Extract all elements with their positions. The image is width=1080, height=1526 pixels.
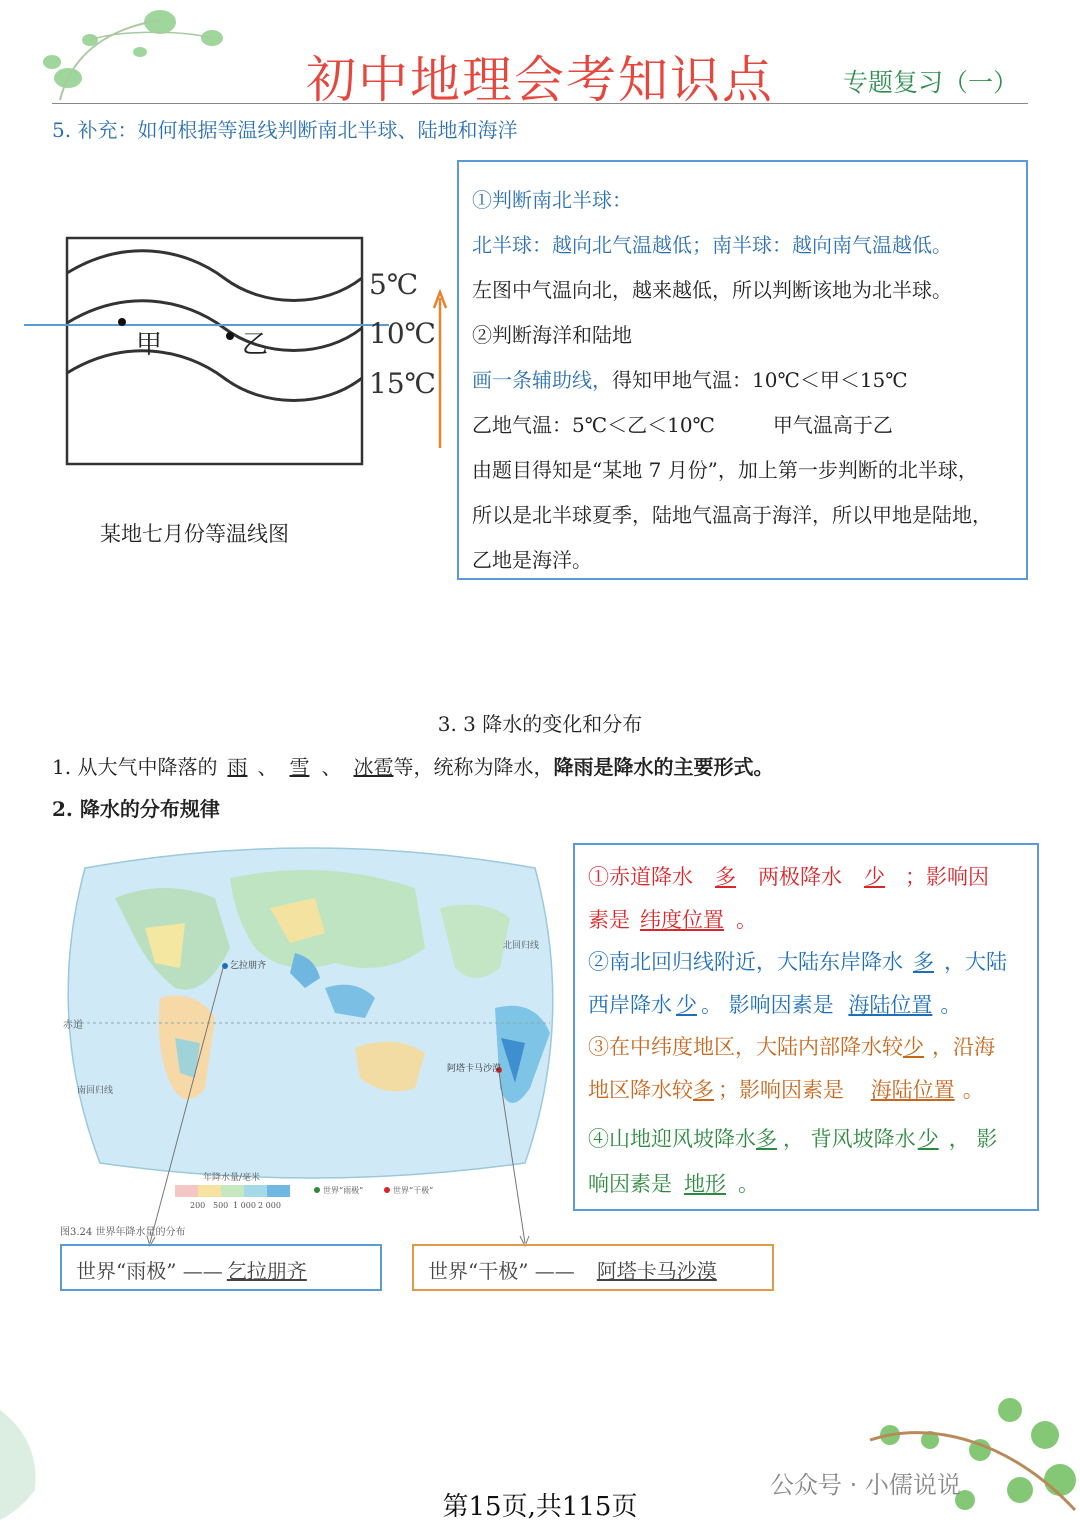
legend-tick-2000: 2 000 (258, 1201, 281, 1210)
section-5-heading: 5. 补充：如何根据等温线判断南北半球、陆地和海洋 (52, 118, 518, 142)
paragraph-1: 1. 从大气中降落的 雨 、 雪 、 冰雹等，统称为降水，降雨是降水的主要形式。 (52, 755, 774, 779)
dry-pole-map-label: 阿塔卡马沙漠 (447, 1064, 502, 1074)
wet-pole-map-label: 乞拉朋齐 (230, 961, 267, 971)
page-title: 初中地理会考知识点 (306, 51, 774, 109)
world-precipitation-map (55, 838, 565, 1258)
legend-wet: 世界“雨极” (323, 1186, 364, 1195)
rule-2-line-a: ②南北回归线附近，大陆东岸降水 多 ，大陆 (588, 950, 1007, 974)
label-10c: 10℃ (369, 317, 436, 350)
cancer-label: 北回归线 (503, 941, 540, 951)
rule-1-line-b: 素是 纬度位置 。 (588, 908, 757, 932)
legend-tick-1000: 1 000 (233, 1201, 256, 1210)
rule-1-line-a: ①赤道降水 多 两极降水 少 ；影响因 (588, 865, 989, 889)
capricorn-label: 南回归线 (77, 1086, 114, 1096)
label-5c: 5℃ (369, 268, 419, 301)
label-yi: 乙 (242, 330, 269, 360)
label-jia: 甲 (136, 330, 163, 360)
isotherm-caption: 某地七月份等温线图 (100, 522, 289, 546)
watermark: 公众号 · 小儒说说 (770, 1471, 961, 1499)
header-divider (52, 103, 1028, 104)
legend-tick-500: 500 (213, 1201, 229, 1210)
rule-4-line-b: 响因素是 地形 。 (588, 1172, 759, 1196)
rule-3-line-a: ③在中纬度地区，大陆内部降水较少 ，沿海 (588, 1035, 995, 1059)
box-line-4: ②判断海洋和陆地 (472, 323, 632, 347)
label-15c: 15℃ (369, 367, 436, 400)
legend-title: 年降水量/毫米 (203, 1173, 261, 1183)
dry-pole-box: 世界“干极” —— 阿塔卡马沙漠 (412, 1244, 774, 1291)
box-line-2: 北半球：越向北气温越低；南半球：越向南气温越低。 (472, 233, 952, 257)
box-line-1: ①判断南北半球： (472, 188, 632, 212)
page-subtitle: 专题复习（一） (843, 68, 1019, 97)
box-line-5: 画一条辅助线，得知甲地气温：10℃＜甲＜15℃ (472, 368, 908, 392)
box-line-8: 所以是北半球夏季，陆地气温高于海洋，所以甲地是陆地， (472, 503, 992, 527)
rule-4-line-a: ④山地迎风坡降水多 ， 背风坡降水少 ， 影 (588, 1127, 998, 1151)
point-jia (118, 318, 126, 326)
precipitation-rules-box (573, 843, 1039, 1211)
map-caption: 图3.24 世界年降水量的分布 (60, 1227, 186, 1238)
legend-tick-200: 200 (190, 1201, 206, 1210)
point-yi (226, 332, 234, 340)
wet-pole-box: 世界“雨极” —— 乞拉朋齐 (60, 1244, 382, 1291)
legend-dry: 世界“干极” (393, 1186, 434, 1195)
rule-3-line-b: 地区降水较多 ；影响因素是 海陆位置 。 (588, 1078, 984, 1102)
box-line-7: 由题目得知是“某地 7 月份”，加上第一步判断的北半球， (472, 458, 978, 482)
page-number: 第15页,共115页 (442, 1492, 638, 1522)
box-line-9: 乙地是海洋。 (472, 548, 592, 572)
section-33-heading: 3. 3 降水的变化和分布 (437, 712, 643, 736)
box-line-6: 乙地气温：5℃＜乙＜10℃ 甲气温高于乙 (472, 413, 893, 437)
isotherm-figure (24, 228, 449, 478)
paragraph-2: 2. 降水的分布规律 (52, 797, 220, 821)
box-line-3: 左图中气温向北，越来越低，所以判断该地为北半球。 (472, 278, 952, 302)
equator-label-left: 赤道 (63, 1020, 83, 1031)
rule-2-line-b: 西岸降水 少 。 影响因素是 海陆位置 。 (588, 993, 962, 1017)
